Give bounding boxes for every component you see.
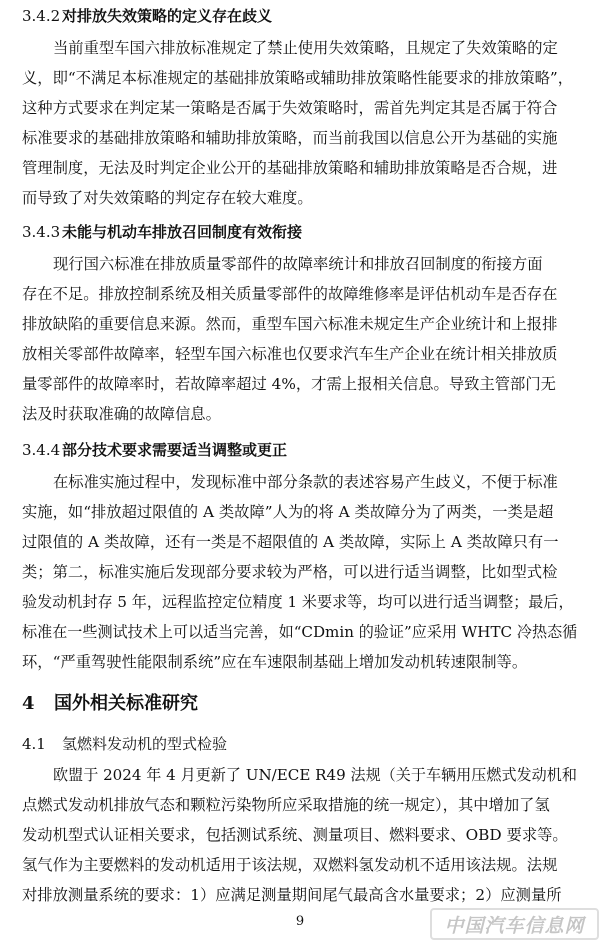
text-line: 法及时获取准确的故障信息。: [22, 405, 221, 423]
text-line: 对排放测量系统的要求：1）应满足测量期间尾气最高含水量要求；2）应测量所: [22, 886, 562, 904]
text-line: 这种方式要求在判定某一策略是否属于失效策略时，需首先判定其是否属于符合: [22, 99, 558, 117]
section-title: 未能与机动车排放召回制度有效衔接: [62, 223, 303, 241]
text-line: 当前重型车国六排放标准规定了禁止使用失效策略，且规定了失效策略的定: [53, 39, 558, 57]
text-line: 现行国六标准在排放质量零部件的故障率统计和排放召回制度的衔接方面: [53, 255, 543, 273]
subsection-number: 4.1: [22, 735, 46, 753]
text-line: 放相关零部件故障率，轻型车国六标准也仅要求汽车生产企业在统计相关排放质: [22, 345, 558, 363]
paragraph-3-4-3: [22, 249, 578, 429]
text-line: 标准要求的基础排放策略和辅助排放策略，而当前我国以信息公开为基础的实施: [22, 129, 558, 147]
text-line: 氢气作为主要燃料的发动机适用于该法规，双燃料氢发动机不适用该法规。法规: [22, 856, 558, 874]
text-line: 标准在一些测试技术上可以适当完善，如“CDmin 的验证”应采用 WHTC 冷热态循: [22, 623, 578, 641]
chapter-number: 4: [22, 693, 35, 714]
section-title: 部分技术要求需要适当调整或更正: [62, 441, 288, 459]
paragraph-4-1: [22, 760, 578, 910]
chapter-heading: [22, 692, 198, 716]
text-line: 义，即“不满足本标准规定的基础排放策略或辅助排放策略性能要求的排放策略”，: [22, 69, 574, 87]
section-number: 3.4.3: [22, 223, 61, 241]
text-line: 管理制度，无法及时判定企业公开的基础排放策略和辅助排放策略是否合规，进: [22, 159, 558, 177]
section-heading-3-4-3: [22, 222, 302, 242]
chapter-title: 国外相关标准研究: [54, 693, 198, 714]
section-heading-3-4-2: [22, 6, 272, 26]
paragraph-3-4-4: [22, 467, 578, 677]
subsection-title: 氢燃料发动机的型式检验: [62, 735, 228, 753]
text-line: 排放缺陷的重要信息来源。然而，重型车国六标准未规定生产企业统计和上报排: [22, 315, 558, 333]
text-line: 类；第二，标准实施后发现部分要求较为严格，可以进行适当调整，比如型式检: [22, 563, 558, 581]
text-line: 存在不足。排放控制系统及相关质量零部件的故障维修率是评估机动车是否存在: [22, 285, 558, 303]
text-line: 发动机型式认证相关要求，包括测试系统、测量项目、燃料要求、OBD 要求等。: [22, 826, 568, 844]
watermark-logo: 中国汽车信息网: [430, 908, 599, 940]
page-number: 9: [295, 914, 305, 929]
text-line: 过限值的 A 类故障，还有一类是不超限值的 A 类故障，实际上 A 类故障只有一: [22, 533, 559, 551]
text-line: 环，“严重驾驶性能限制系统”应在车速限制基础上增加发动机转速限制等。: [22, 653, 528, 671]
text-line: 而导致了对失效策略的判定存在较大难度。: [22, 189, 313, 207]
section-heading-3-4-4: [22, 440, 287, 460]
text-line: 验发动机封存 5 年，远程监控定位精度 1 米要求等，均可以进行适当调整；最后，: [22, 593, 574, 611]
subsection-heading-4-1: [22, 734, 227, 754]
section-number: 3.4.4: [22, 441, 61, 459]
paragraph-3-4-2: [22, 33, 578, 213]
section-number: 3.4.2: [22, 7, 61, 25]
section-title: 对排放失效策略的定义存在歧义: [62, 7, 273, 25]
text-line: 点燃式发动机排放气态和颗粒污染物所应采取措施的统一规定），其中增加了氢: [22, 796, 550, 814]
text-line: 在标准实施过程中，发现标准中部分条款的表述容易产生歧义，不便于标准: [53, 473, 558, 491]
text-line: 欧盟于 2024 年 4 月更新了 UN/ECE R49 法规（关于车辆用压燃式发动机和: [53, 766, 577, 784]
text-line: 实施，如“排放超过限值的 A 类故障”人为的将 A 类故障分为了两类，一类是超: [22, 503, 554, 521]
text-line: 量零部件的故障率时，若故障率超过 4%，才需上报相关信息。导致主管部门无: [22, 375, 556, 393]
